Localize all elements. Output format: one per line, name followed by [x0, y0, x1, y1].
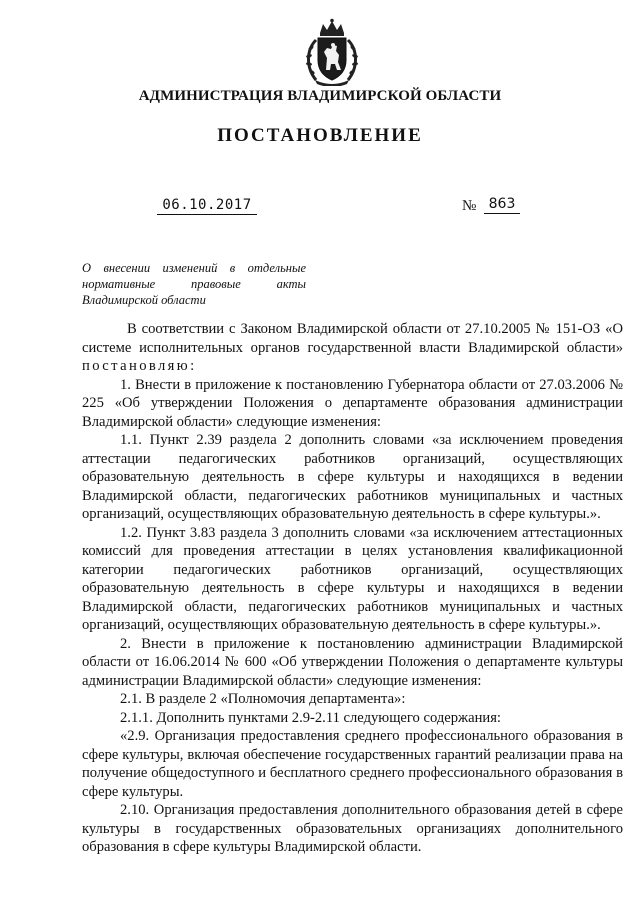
subject-line: О внесении изменений в отдельные [82, 261, 306, 275]
paragraph: 2.10. Организация предоставления дополнительного образования детей в сфере культуры в государственных образовательных организациях дополнительного образования в сфере культуры Владимирской области. [82, 802, 623, 855]
subject-line: нормативные правовые акты [82, 277, 306, 291]
paragraph: 1.1. Пункт 2.39 раздела 2 дополнить словами «за исключением проведения аттестации педагогических работников организаций, осуществляющих образовательную деятельность в сфере культуры и находящихся в ведении Владимирской области, педагогических работников муниципальных и частных организаций, осуществляющих образовательную деятельность в сфере культуры.». [82, 432, 623, 522]
preamble-text: В соответствии с Законом Владимирской области от 27.10.2005 № 151-ОЗ «О системе исполнительных органов государственной власти Владимирской области» [82, 321, 623, 356]
preamble [82, 320, 623, 376]
paragraph: 2. Внести в приложение к постановлению администрации Владимирской области от 16.06.2014 № 600 «Об утверждении Положения о департаменте культуры администрации Владимирской области» следующие изменения: [82, 635, 623, 689]
paragraph: «2.9. Организация предоставления среднего профессионального образования в сфере культуры, включая обеспечение государственных гарантий реализации права на получение общедоступного и бесплатного среднего профессионального образования в сфере культуры. [82, 728, 623, 800]
paragraph: 1. Внести в приложение к постановлению Губернатора области от 27.03.2006 № 225 «Об утверждении Положения о департаменте образования администрации Владимирской области» следующие изменения: [82, 376, 623, 430]
subject-line: Владимирской области [82, 293, 206, 307]
coat-of-arms-icon [302, 18, 362, 86]
paragraph: 2.1.1. Дополнить пунктами 2.9-2.11 следующего содержания: [120, 709, 501, 726]
resolving-word: постановляю: [82, 358, 197, 374]
paragraph: 1.2. Пункт 3.83 раздела 3 дополнить словами «за исключением аттестационных комиссий для проведения аттестации в целях установления квалификационной категории педагогических работников организаций, осуществляющих образовательную деятельность в сфере культуры и находящихся в ведении Владимирской области, педагогических работников муниципальных и частных организаций, осуществляющих образовательную деятельность в сфере культуры.». [82, 524, 623, 633]
document-subject [82, 260, 306, 308]
document-date: 06.10.2017 [157, 197, 257, 215]
document-number: 863 [484, 196, 520, 214]
document-type: ПОСТАНОВЛЕНИЕ [217, 125, 423, 146]
organization-title: АДМИНИСТРАЦИЯ ВЛАДИМИРСКОЙ ОБЛАСТИ [138, 88, 502, 104]
paragraph: 2.1. В разделе 2 «Полномочия департамента»: [120, 691, 406, 707]
number-sign: № [462, 198, 477, 214]
document-body [82, 320, 623, 857]
